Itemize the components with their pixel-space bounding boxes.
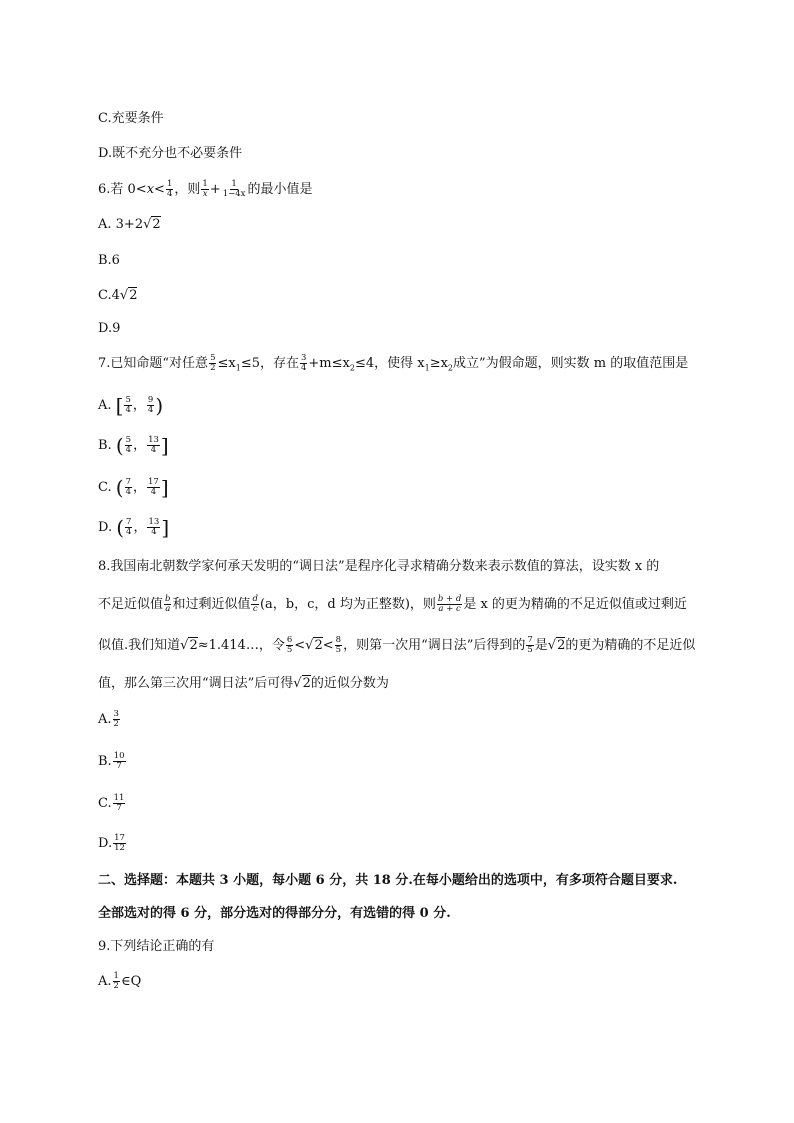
option-label: B. <box>98 754 112 769</box>
question-9 <box>98 938 214 956</box>
radicand: 2 <box>152 217 161 232</box>
numerator: b + d <box>437 594 462 604</box>
option-a-q9 <box>98 972 141 991</box>
q6-text: ，则 <box>174 182 201 197</box>
fraction <box>113 834 126 853</box>
numerator: 1 <box>202 179 208 189</box>
denominator: x <box>202 189 208 199</box>
fraction <box>147 436 160 455</box>
denominator: 4 <box>147 405 154 415</box>
option-label: D. <box>98 836 113 851</box>
q8-text: (a，b，c，d 均为正整数)，则 <box>259 597 436 612</box>
q6-text: < <box>154 182 165 197</box>
fraction <box>113 752 126 771</box>
sqrt: √2 <box>119 288 138 303</box>
denominator: 5 <box>286 645 293 655</box>
bracket: ( <box>115 475 124 500</box>
option-label: B. <box>98 438 112 453</box>
denominator: 4 <box>125 445 132 455</box>
q7-text: 成立”为假命题，则实数 m 的取值范围是 <box>453 356 689 371</box>
radicand: 2 <box>189 638 198 653</box>
fraction <box>286 636 293 655</box>
denominator: 1−4x <box>222 189 246 199</box>
option-label: D. <box>98 520 113 535</box>
fraction <box>125 518 132 537</box>
numerator: 7 <box>527 635 533 645</box>
denominator: 4 <box>125 405 131 415</box>
option-label: A. <box>98 974 112 989</box>
fraction <box>335 636 342 655</box>
denominator: 2 <box>113 981 119 991</box>
fraction <box>300 354 307 373</box>
fraction <box>147 518 160 537</box>
q8-text: 的更为精确的不足近似 <box>565 638 696 653</box>
fraction <box>147 396 154 415</box>
q8-text: < <box>294 638 306 653</box>
denominator: c <box>252 604 258 614</box>
fraction <box>113 710 120 729</box>
question-8-line-4 <box>98 675 389 693</box>
denominator: 7 <box>116 761 122 771</box>
denominator: 4 <box>150 487 157 497</box>
numerator: b <box>165 594 171 604</box>
option-label: C. <box>98 480 112 495</box>
q6-text: 的最小值是 <box>247 182 313 197</box>
q7-text: ≤5，存在 <box>240 356 299 371</box>
denominator: 4 <box>150 445 157 455</box>
option-text: D.既不充分也不必要条件 <box>98 146 243 161</box>
q6-text: 6.若 0< <box>98 182 147 197</box>
numerator: 3 <box>300 353 307 363</box>
bracket: [ <box>115 393 124 418</box>
fraction <box>251 595 258 614</box>
subscript: 1 <box>235 363 241 373</box>
numerator: 5 <box>125 435 132 445</box>
numerator: 9 <box>147 395 154 405</box>
q8-text: 8.我国南北朝数学家何承天发明的“调日法”是程序化寻求精确分数来表示数值的算法，设实数 x 的 <box>98 559 660 574</box>
q8-text: 的近似分数为 <box>310 676 389 691</box>
q8-text: < <box>322 638 334 653</box>
numerator: 7 <box>125 477 131 487</box>
option-label: A. <box>98 712 112 727</box>
numerator: 3 <box>113 709 119 719</box>
option-a-q6 <box>98 216 161 234</box>
fraction <box>124 396 131 415</box>
question-6 <box>98 180 312 199</box>
option-c-q8 <box>98 794 126 813</box>
denominator: 4 <box>151 527 157 537</box>
question-7 <box>98 354 688 378</box>
question-8-line-3 <box>98 636 695 655</box>
option-text: B.6 <box>98 253 120 268</box>
separator: ， <box>133 480 147 495</box>
denominator: a <box>165 604 171 614</box>
section-text: 二、选择题：本题共 3 小题，每小题 6 分，共 18 分.在每小题给出的选项中，有多项符合题目要求. <box>98 873 678 888</box>
denominator: 4 <box>300 363 307 373</box>
q7-text: ≤4，使得 x <box>354 356 425 371</box>
radicand: 2 <box>129 288 138 303</box>
numerator: 13 <box>148 435 159 445</box>
bracket: ( <box>115 433 124 458</box>
question-8-line-1 <box>98 558 659 576</box>
section-2-heading <box>98 872 677 890</box>
bracket: ( <box>116 515 125 540</box>
numerator: 5 <box>125 395 131 405</box>
fraction <box>113 794 126 813</box>
option-b-q7 <box>98 433 169 458</box>
numerator: 10 <box>113 751 125 761</box>
numerator: 1 <box>166 179 173 189</box>
sqrt: √2 <box>180 638 198 653</box>
q8-text: 是 <box>534 638 548 653</box>
q9-text: 9.下列结论正确的有 <box>98 939 215 954</box>
denominator: 4 <box>166 189 173 199</box>
bracket: ] <box>160 475 169 500</box>
separator: ， <box>133 438 147 453</box>
bracket: ] <box>161 515 170 540</box>
denominator: 7 <box>116 803 122 813</box>
section-text: 全部选对的得 6 分，部分选对的得部分分，有选错的得 0 分. <box>98 906 451 921</box>
radicand: 2 <box>302 676 311 691</box>
denominator: 2 <box>113 719 119 729</box>
option-a-q8 <box>98 710 121 729</box>
option-c-q5 <box>98 110 164 128</box>
denominator: 12 <box>114 843 125 853</box>
section-2-instructions <box>98 905 451 923</box>
fraction <box>125 436 132 455</box>
option-c-q7 <box>98 475 169 500</box>
numerator: 1 <box>231 179 237 189</box>
fraction <box>147 478 160 497</box>
option-text: C.充要条件 <box>98 111 164 126</box>
numerator: 11 <box>113 793 125 803</box>
subscript: 1 <box>424 363 430 373</box>
numerator: 17 <box>148 477 159 487</box>
separator: ， <box>133 520 147 535</box>
q7-text: ≥x <box>429 356 448 371</box>
sqrt: √2 <box>547 638 566 653</box>
numerator: 17 <box>114 833 125 843</box>
q8-text: ，则第一次用“调日法”后得到的 <box>343 638 526 653</box>
fraction <box>113 972 120 991</box>
denominator: 4 <box>126 527 132 537</box>
numerator: 13 <box>148 517 160 527</box>
option-label: A. <box>98 398 112 413</box>
option-b-q6 <box>98 252 120 270</box>
fraction <box>526 636 533 655</box>
option-d-q5 <box>98 145 242 163</box>
sqrt: √2 <box>143 217 161 232</box>
option-d-q7 <box>98 515 170 540</box>
q8-text: ≈1.414…，令 <box>197 638 285 653</box>
fraction <box>166 180 173 199</box>
numerator: 5 <box>210 353 216 363</box>
option-d-q8 <box>98 834 127 853</box>
fraction <box>125 478 132 497</box>
numerator: 7 <box>126 517 132 527</box>
q8-text: 不足近似值 <box>98 597 164 612</box>
fraction <box>222 180 247 199</box>
fraction <box>437 595 462 614</box>
denominator: 4 <box>125 487 131 497</box>
q7-text: 7.已知命题“对任意 <box>98 356 209 371</box>
numerator: 6 <box>286 635 293 645</box>
option-c-q6 <box>98 287 137 305</box>
option-b-q8 <box>98 752 127 771</box>
numerator: d <box>252 594 258 604</box>
denominator: 5 <box>527 645 533 655</box>
sqrt: √2 <box>305 638 323 653</box>
fraction <box>164 595 171 614</box>
option-d-q6 <box>98 320 120 338</box>
numerator: 1 <box>113 971 119 981</box>
q8-text: 是 x 的更为精确的不足近似值或过剩近 <box>463 597 687 612</box>
question-8-line-2 <box>98 595 687 614</box>
q6-text: + <box>209 182 221 197</box>
subscript: 2 <box>349 363 355 373</box>
bracket: ] <box>160 433 169 458</box>
option-text: A. 3+2 <box>98 217 144 232</box>
option-text: ∈Q <box>120 974 142 989</box>
denominator: 2 <box>210 363 216 373</box>
q8-text: 似值.我们知道 <box>98 638 181 653</box>
denominator: 5 <box>335 645 342 655</box>
radicand: 2 <box>557 638 566 653</box>
q7-text: ≤x <box>217 356 236 371</box>
option-text: C.4 <box>98 288 120 303</box>
q8-text: 和过剩近似值 <box>172 597 251 612</box>
fraction <box>209 354 216 373</box>
q7-text: +m≤x <box>308 356 350 371</box>
q8-text: 值，那么第三次用“调日法”后可得 <box>98 676 294 691</box>
denominator: a + c <box>438 604 461 614</box>
separator: ， <box>132 398 146 413</box>
option-a-q7 <box>98 393 164 418</box>
radicand: 2 <box>314 638 323 653</box>
q6-var: x <box>146 182 155 197</box>
numerator: 8 <box>335 635 342 645</box>
sqrt: √2 <box>293 676 311 691</box>
fraction <box>201 180 208 199</box>
subscript: 2 <box>447 363 454 373</box>
bracket: ) <box>155 393 164 418</box>
option-label: C. <box>98 796 112 811</box>
option-text: D.9 <box>98 321 121 336</box>
